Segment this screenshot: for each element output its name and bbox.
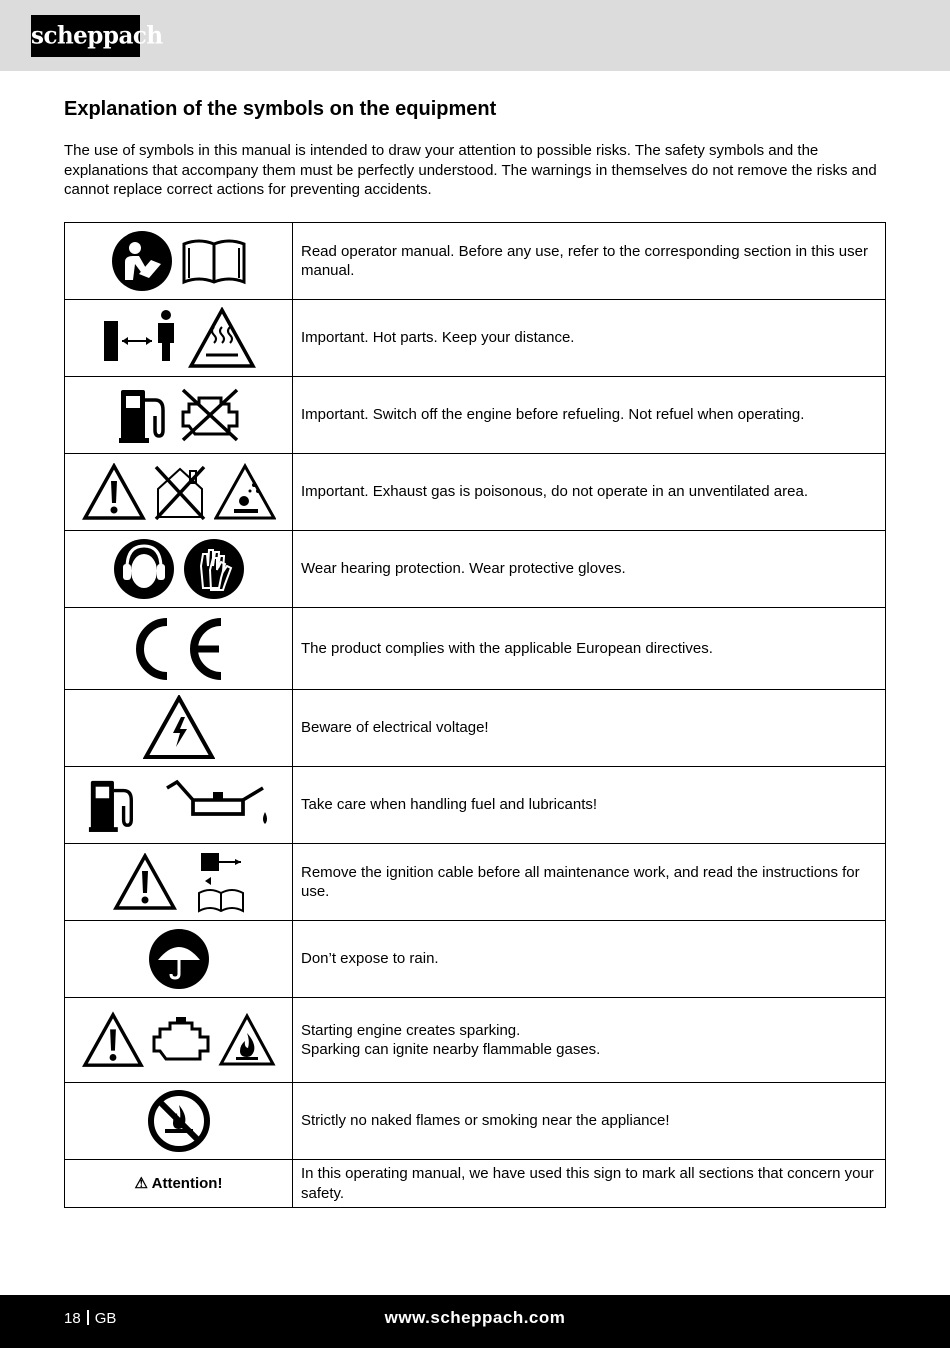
page-footer bbox=[0, 1295, 950, 1348]
open-book-icon bbox=[181, 236, 247, 286]
flammable-warning-icon bbox=[218, 1013, 276, 1067]
row-text bbox=[293, 998, 886, 1083]
website-link[interactable]: www.scheppach.com bbox=[384, 1308, 566, 1327]
warning-icon: ⚠ bbox=[134, 1175, 148, 1192]
row-text: Read operator manual. Before any use, refer to the corresponding section in this user manual. bbox=[293, 223, 886, 300]
hearing-protection-icon bbox=[113, 538, 175, 600]
row-text: Important. Switch off the engine before refueling. Not refuel when operating. bbox=[293, 377, 886, 454]
page-header bbox=[0, 0, 950, 71]
row-text: Important. Hot parts. Keep your distance. bbox=[293, 300, 886, 377]
umbrella-icon bbox=[148, 928, 210, 990]
row-text: Important. Exhaust gas is poisonous, do not operate in an unventilated area. bbox=[293, 454, 886, 531]
fuel-pump-icon bbox=[87, 777, 139, 833]
intro-paragraph: The use of symbols in this manual is intended to draw your attention to possible risks. The safety symbols and the explanations that accompany them must be perfectly understood. The warnings in themselves do not remove the risks and cannot replace correct actions for preventing accidents. bbox=[64, 142, 877, 198]
row-text: Strictly no naked flames or smoking near the appliance! bbox=[293, 1083, 886, 1160]
attention-label: ⚠ Attention! bbox=[134, 1175, 223, 1192]
hot-surface-warning-icon bbox=[188, 307, 256, 369]
row-text-line-2: Sparking can ignite nearby flammable gases. bbox=[301, 1041, 601, 1058]
fuel-pump-icon bbox=[117, 386, 171, 444]
table-row bbox=[65, 300, 886, 377]
row-text-line-1: Starting engine creates sparking. bbox=[301, 1021, 521, 1039]
ce-mark-icon bbox=[129, 616, 229, 682]
table-row bbox=[65, 844, 886, 921]
language-code: GB bbox=[94, 1310, 117, 1327]
page-number: 18 GB bbox=[64, 1310, 117, 1327]
warning-icon bbox=[82, 1011, 144, 1069]
table-row bbox=[65, 454, 886, 531]
attention-text: In this operating manual, we have used this sign to mark all sections that concern your safety. bbox=[293, 1160, 886, 1208]
table-row bbox=[65, 1083, 886, 1160]
scheppach-logo: scheppach bbox=[31, 15, 140, 57]
electrical-voltage-warning-icon bbox=[143, 695, 215, 761]
table-row bbox=[65, 223, 886, 300]
row-text: Remove the ignition cable before all maintenance work, and read the instructions for use. bbox=[293, 844, 886, 921]
table-row bbox=[65, 921, 886, 998]
warning-icon bbox=[113, 853, 177, 911]
row-text: Beware of electrical voltage! bbox=[293, 690, 886, 767]
row-text: Don’t expose to rain. bbox=[293, 921, 886, 998]
table-row bbox=[65, 608, 886, 690]
ignition-cable-manual-icon bbox=[197, 851, 245, 913]
oil-can-icon bbox=[163, 778, 271, 832]
gloves-icon bbox=[183, 538, 245, 600]
no-open-flame-icon bbox=[147, 1089, 211, 1153]
table-row bbox=[65, 377, 886, 454]
warning-icon bbox=[82, 463, 146, 521]
attention-row bbox=[65, 1160, 886, 1208]
read-manual-icon bbox=[111, 230, 173, 292]
table-row bbox=[65, 690, 886, 767]
engine-off-icon bbox=[179, 386, 241, 444]
keep-distance-icon bbox=[102, 309, 180, 367]
symbols-table bbox=[64, 222, 886, 1208]
row-text: Take care when handling fuel and lubricants! bbox=[293, 767, 886, 844]
engine-icon bbox=[150, 1015, 212, 1065]
table-row bbox=[65, 998, 886, 1083]
table-row bbox=[65, 531, 886, 608]
toxic-gas-warning-icon bbox=[214, 463, 276, 521]
page-title: Explanation of the symbols on the equipment bbox=[64, 98, 497, 120]
row-text: The product complies with the applicable European directives. bbox=[293, 608, 886, 690]
row-text: Wear hearing protection. Wear protective gloves. bbox=[293, 531, 886, 608]
table-row bbox=[65, 767, 886, 844]
no-indoor-icon bbox=[152, 463, 208, 521]
